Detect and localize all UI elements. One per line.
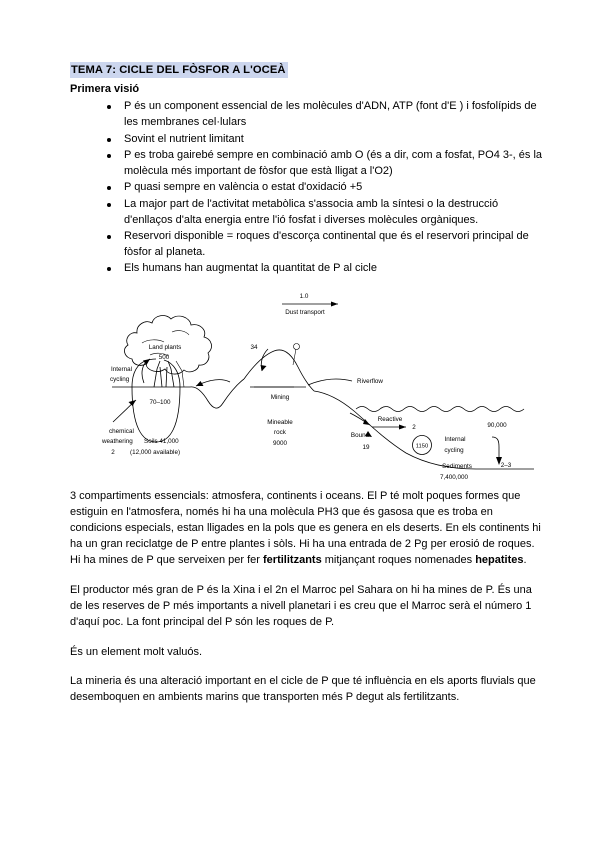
valley-terrain [190, 379, 244, 408]
list-item: Sovint el nutrient limitant [106, 132, 542, 148]
burial-value-label: 2–3 [500, 462, 512, 469]
land-plants-value: 500 [158, 354, 170, 361]
phosphorus-cycle-diagram [72, 287, 542, 485]
mine-derrick-wheel [294, 344, 300, 350]
chemical-weathering-label2: weathering [102, 438, 133, 445]
mineable-rock-value: 9000 [272, 440, 288, 447]
reactive-value-label: 2 [412, 424, 416, 431]
paragraph-productor: El productor més gran de P és la Xina i el 2n el Marroc pel Sahara on hi ha mines de P. És una de les reserves de P més importants a nivell planetari i es creu que el Marroc serà el número 1 d'aquí poc. La font principal del P són les roques de P. [70, 583, 532, 628]
bound-label: Bound [350, 432, 370, 439]
internal-cycling-land-label2: cycling [110, 376, 130, 383]
phosphorus-cycle-svg [72, 287, 542, 485]
mining-label: Mining [270, 394, 290, 401]
list-item: Els humans han augmentat la quantitat de P al cicle [106, 261, 542, 277]
ocean-internal-value: 1150 [415, 443, 429, 450]
mineable-rock-label2: rock [274, 429, 286, 436]
mining-value-label: 34 [250, 344, 258, 351]
subheading: Primera visió [70, 83, 140, 95]
bold-term: hepatites [475, 553, 524, 566]
paragraph-valuos: És un element molt valuós. [70, 645, 203, 658]
reactive-arrowhead [399, 425, 406, 430]
list-item: P és un component essencial de les molècules d'ADN, ATP (font d'E ) i fosfolípids de les membranes cel·lulars [106, 99, 542, 130]
chemical-weathering-value: 2 [111, 449, 115, 456]
page-title: TEMA 7: CICLE DEL FÒSFOR A L'OCEÀ [71, 64, 286, 76]
dust-transport-group [282, 293, 338, 316]
chemical-weathering-label: chemical [109, 428, 134, 435]
bullet-list [70, 99, 542, 277]
ocean-internal-label: Internal [444, 436, 466, 443]
dust-value-label: 1.0 [299, 293, 309, 300]
continental-slope [314, 391, 476, 469]
list-item: Reservori disponible = roques d'escorça continental que és el reservori principal de fòsfor al planeta. [106, 229, 542, 260]
paragraph-mineria: La mineria és una alteració important en el cicle de P que té influència en els aports fluvials que desemboquen en ambients marins que transporten més P degut als fertilitzants. [70, 675, 536, 704]
list-item: La major part de l'activitat metabòlica s'associa amb la síntesi o la destrucció d'enllaços d'alta energia entre l'ió fosfat i diverses molècules orgàniques. [106, 197, 542, 228]
sediments-label: Sediments [442, 463, 472, 470]
reactive-label: Reactive [377, 416, 403, 423]
ocean-internal-label2: cycling [444, 447, 464, 454]
title-row [70, 60, 542, 80]
mineable-rock-label: Mineable [267, 419, 293, 426]
list-item: P es troba gairebé sempre en combinació amb O (és a dir, com a fosfat, PO4 3-, és la molècula més important de fòsfor que està lligat a l'O2) [106, 148, 542, 179]
sediments-value: 7,400,000 [439, 474, 469, 481]
mountain-shape [244, 350, 314, 391]
riverflow-line [308, 379, 352, 385]
sea-surface-line [356, 407, 524, 412]
ocean-reservoir-value: 90,000 [487, 422, 507, 429]
bound-value-label: 19 [362, 444, 370, 451]
bold-term: fertilitzants [263, 553, 322, 566]
land-plants-label: Land plants [148, 344, 182, 351]
list-item: P quasi sempre en valència o estat d'oxidació +5 [106, 180, 542, 196]
dust-transport-label: Dust transport [285, 309, 325, 316]
soil-reservoir-shape [132, 387, 180, 442]
riverflow-label: Riverflow [357, 378, 383, 385]
internal-cycling-land-label: Internal [111, 366, 133, 373]
dust-transport-arrowhead [331, 302, 338, 307]
soils-label: Soils 41,000 [144, 438, 179, 445]
soils-available-label: (12,000 available) [130, 449, 181, 456]
tree-icon [125, 316, 212, 387]
soil-flux-value: 70–100 [149, 399, 171, 406]
paragraph-mines: Hi ha mines de P que serveixen per fer fertilitzants mitjançant roques nomenades hepatites. [70, 553, 527, 566]
paragraph-compartiments: 3 compartiments essencials: atmosfera, continents i oceans. El P té molt poques formes que estiguin en l'atmosfera, només hi ha una molècula PH3 que és gasosa que es troba en condicions especials, estan lligades en la pols que es genera en els deserts. En els continents hi ha un gran reciclatge de P entre plantes i sòls. Hi ha una entrada de 2 Pg per erosió de roques. [70, 490, 541, 550]
